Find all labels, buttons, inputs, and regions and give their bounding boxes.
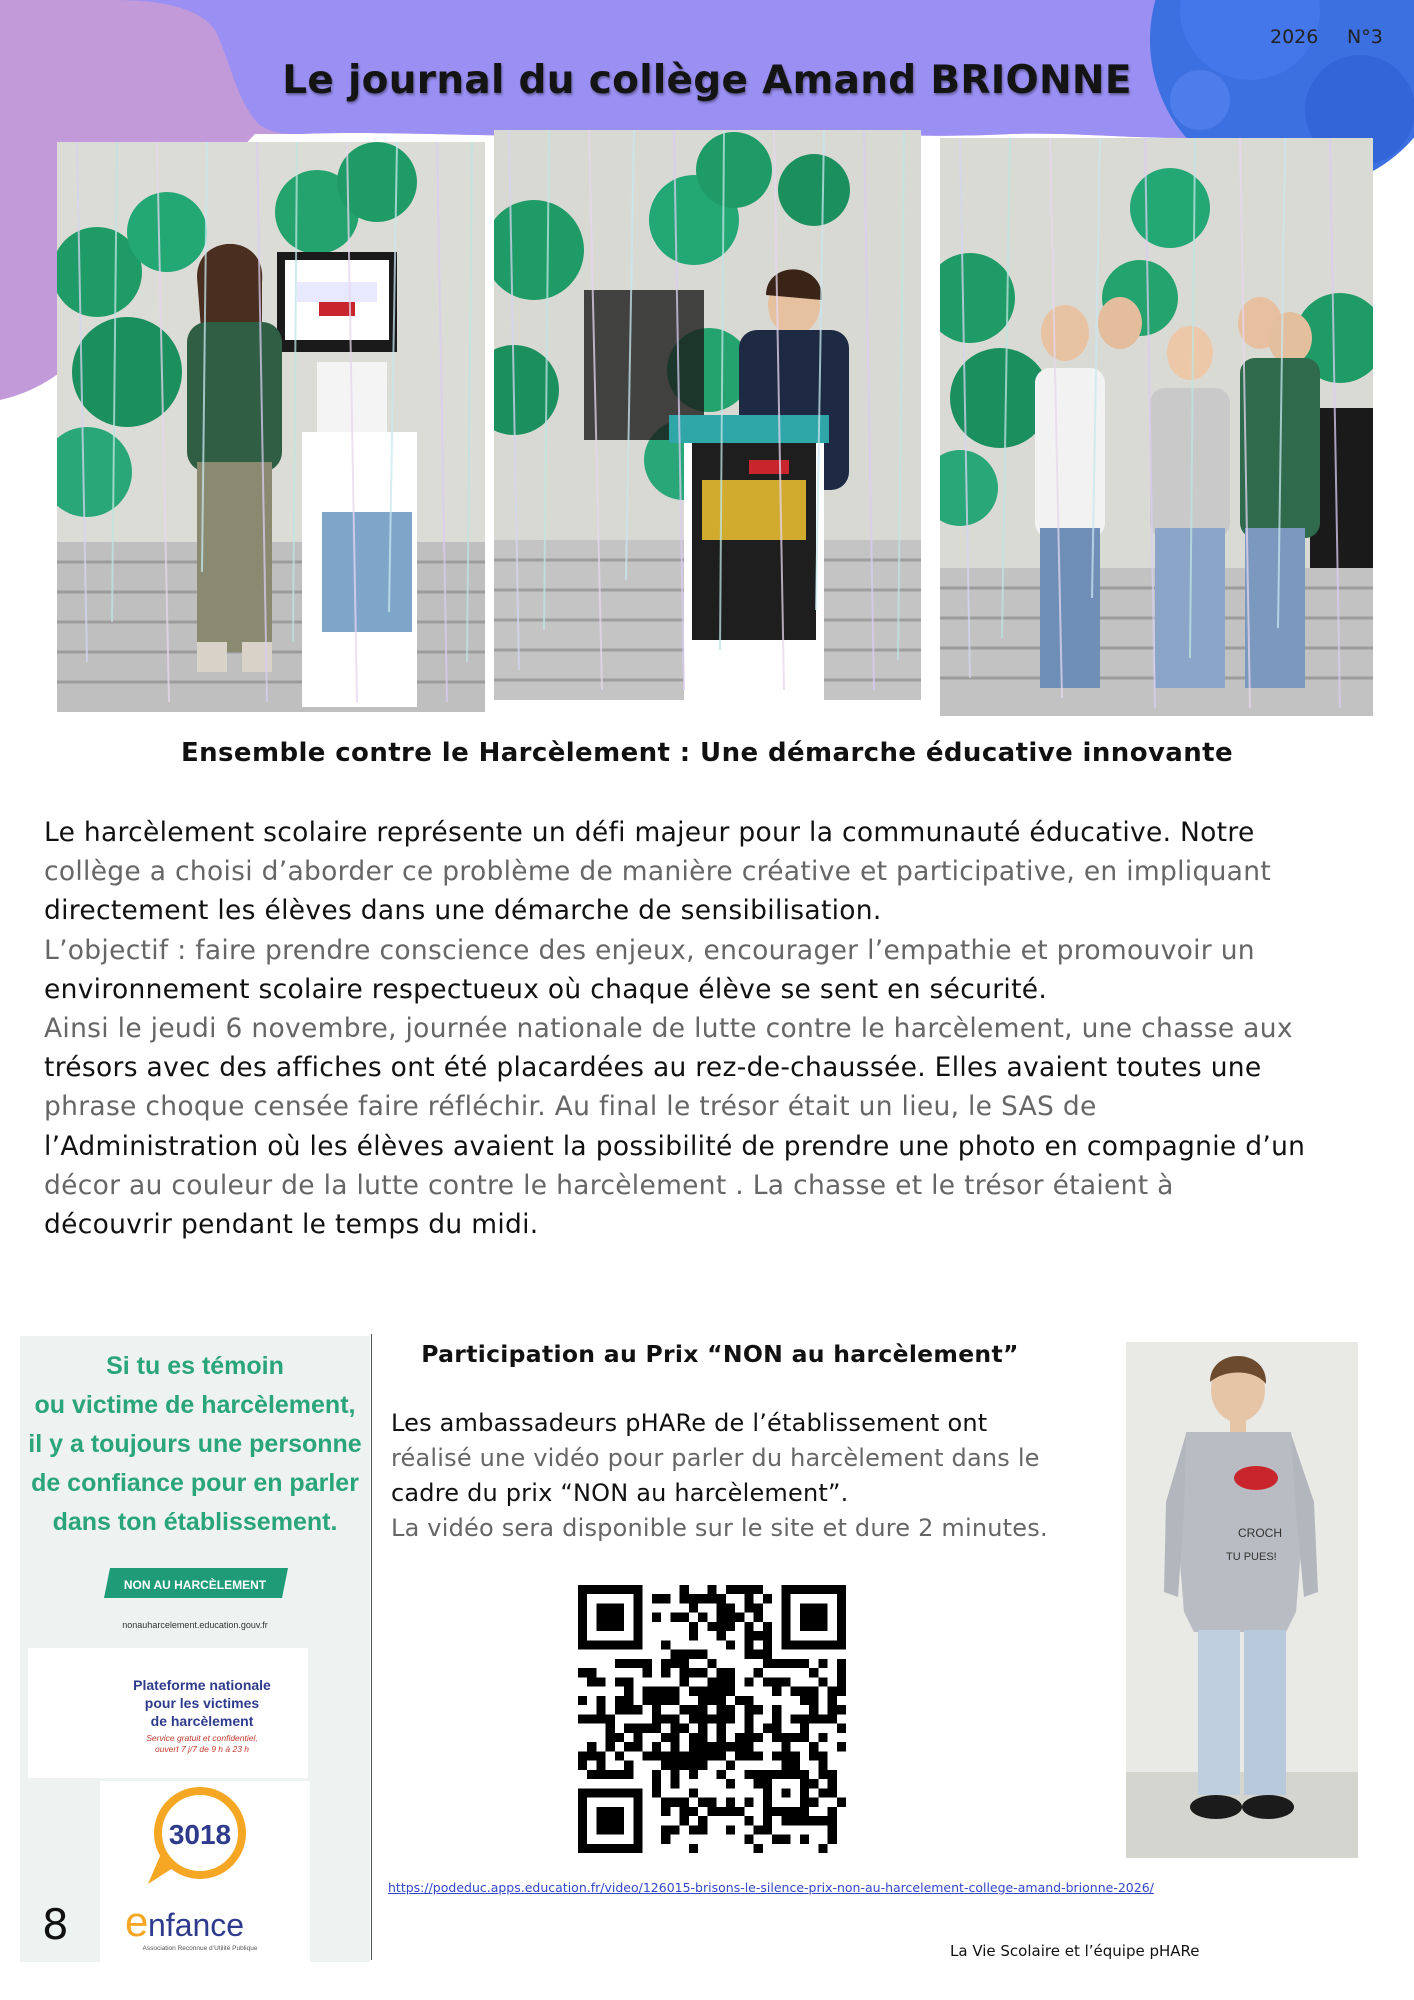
article-line: l’Administration où les élèves avaient la possibilité de prendre une photo en compagnie d’un	[44, 1130, 1306, 1162]
platform-line-2: pour les victimes	[144, 1695, 260, 1711]
poster-line-3: il y a toujours une personne	[28, 1430, 362, 1458]
issue-number: N°3	[1347, 26, 1383, 48]
platform-line-3: de harcèlement	[150, 1713, 254, 1729]
qr-code[interactable]	[578, 1585, 846, 1853]
prize-line: réalisé une vidéo pour parler du harcèlement dans le	[391, 1444, 1040, 1472]
brand-nfance: nfance	[148, 1907, 245, 1943]
harassment-help-poster	[20, 1336, 370, 1962]
brand-e: e	[125, 1898, 149, 1945]
shirt-text-1: CROCH	[1238, 1526, 1282, 1540]
service-line-1: Service gratuit et confidentiel,	[146, 1733, 258, 1743]
photo-decor-student	[494, 130, 921, 700]
poster-line-5: dans ton établissement.	[52, 1508, 338, 1536]
photo-decor-group	[940, 138, 1373, 716]
association-label: Association Reconnue d’Utilité Publique	[142, 1945, 258, 1952]
journal-title: Le journal du collège Amand BRIONNE	[282, 58, 1132, 103]
video-link[interactable]: https://podeduc.apps.education.fr/video/126015-brisons-le-silence-prix-non-au-harcelement-college-amand-brionne-2026/	[388, 1880, 1154, 1895]
banner-text: NON AU HARCÈLEMENT	[123, 1578, 267, 1592]
issue-year: 2026	[1270, 26, 1319, 48]
footer-credit: La Vie Scolaire et l’équipe pHARe	[950, 1942, 1200, 1960]
prize-text	[391, 1406, 1091, 1546]
prize-line: cadre du prix “NON au harcèlement”.	[391, 1479, 849, 1507]
prize-line: La vidéo sera disponible sur le site et dure 2 minutes.	[391, 1514, 1048, 1542]
service-line-2: ouvert 7 j/7 de 9 h à 23 h	[154, 1744, 250, 1754]
poster-line-1: Si tu es témoin	[106, 1352, 284, 1380]
article-line: Le harcèlement scolaire représente un défi majeur pour la communauté éducative. Notre	[44, 817, 1255, 848]
article-body	[44, 813, 1374, 1244]
shirt-text-2: TU PUES!	[1226, 1551, 1277, 1563]
prize-title: Participation au Prix “NON au harcèlement”	[421, 1340, 1019, 1368]
article-line: environnement scolaire respectueux où chaque élève se sent en sécurité.	[44, 973, 1048, 1005]
helpline-number: 3018	[168, 1819, 232, 1850]
article-line: décor au couleur de la lutte contre le harcèlement . La chasse et le trésor étaient à	[44, 1169, 1174, 1201]
article-headline: Ensemble contre le Harcèlement : Une démarche éducative innovante	[180, 738, 1234, 768]
poster-site: nonauharcelement.education.gouv.fr	[122, 1620, 268, 1630]
page-number: 8	[42, 1900, 69, 1949]
platform-line-1: Plateforme nationale	[133, 1677, 271, 1693]
poster-line-2: ou victime de harcèlement,	[34, 1391, 356, 1419]
prize-line: Les ambassadeurs pHARe de l’établissement ont	[391, 1409, 988, 1437]
student-costume-photo	[1126, 1342, 1358, 1858]
article-line: collège a choisi d’aborder ce problème de manière créative et participative, en impliquant	[44, 856, 1272, 888]
column-divider	[371, 1334, 372, 1960]
poster-line-4: de confiance pour en parler	[31, 1469, 359, 1497]
article-line: phrase choque censée faire réfléchir. Au final le trésor était un lieu, le SAS de	[44, 1091, 1097, 1123]
article-line: L’objectif : faire prendre conscience des enjeux, encourager l’empathie et promouvoir un	[44, 934, 1255, 966]
article-line: trésors avec des affiches ont été placardées au rez-de-chaussée. Elles avaient toutes une	[44, 1052, 1262, 1084]
article-line: directement les élèves dans une démarche de sensibilisation.	[44, 895, 882, 927]
photo-decor-adult	[57, 142, 485, 712]
article-line: découvrir pendant le temps du midi.	[44, 1209, 539, 1241]
article-line: Ainsi le jeudi 6 novembre, journée nationale de lutte contre le harcèlement, une chasse aux	[44, 1013, 1293, 1045]
